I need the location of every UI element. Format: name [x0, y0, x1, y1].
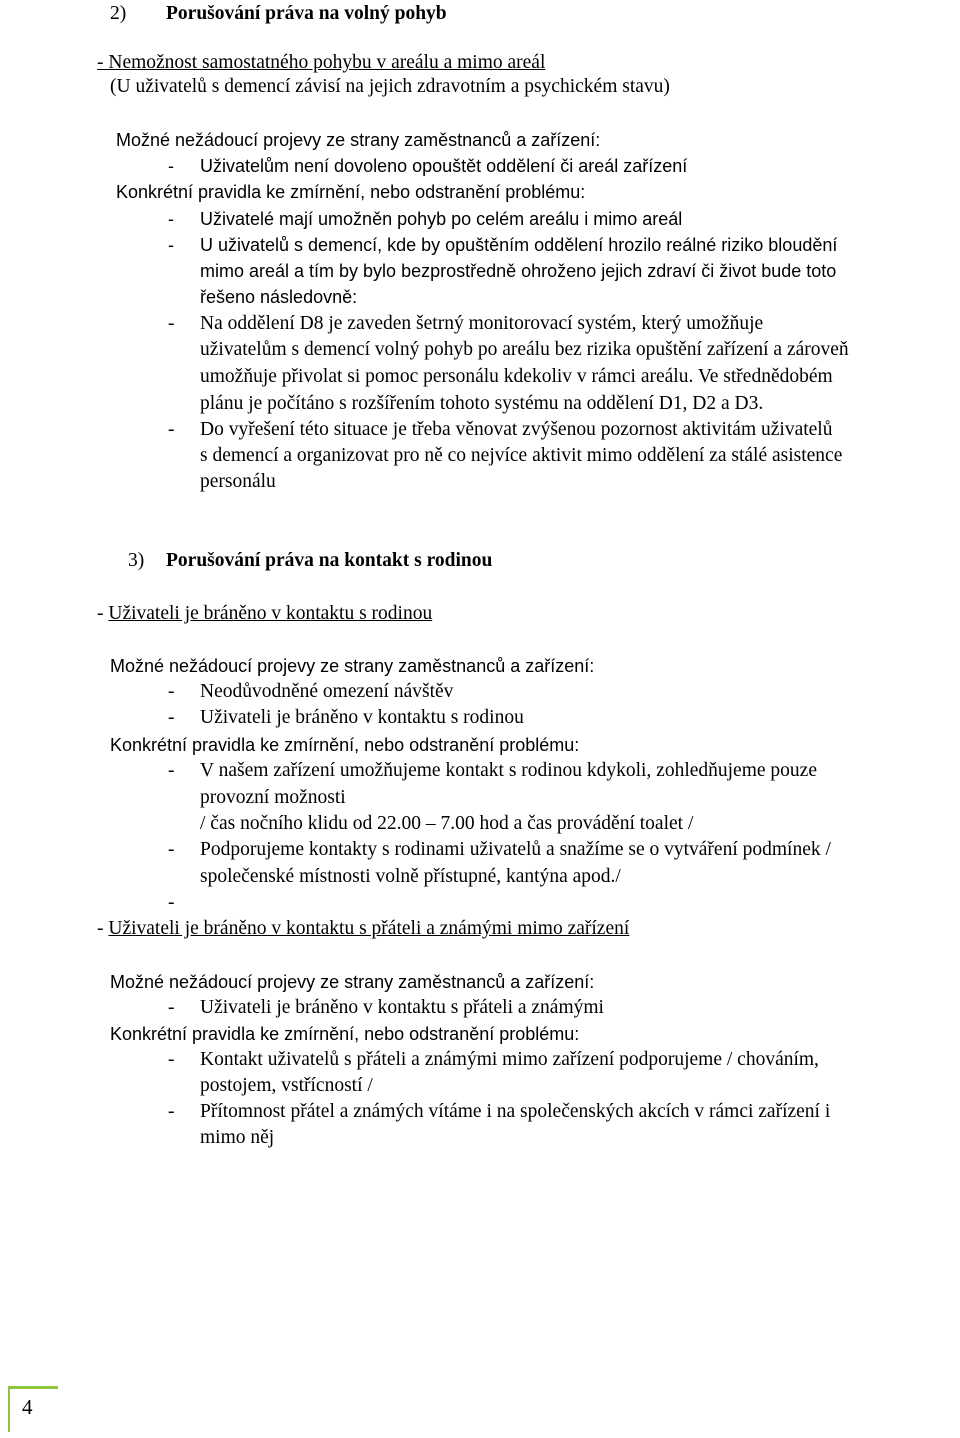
section-3-issue-2-risks-heading: Možné nežádoucí projevy ze strany zaměstnanců a zařízení:	[110, 972, 595, 992]
section-3-issue-1-risk: Uživateli je bráněno v kontaktu s rodinou	[200, 707, 524, 728]
section-2-rule-2-line: řešeno následovně:	[200, 287, 358, 307]
section-2-rule-2-line: U uživatelů s demencí, kde by opuštěním oddělení hrozilo reálné riziko bloudění	[200, 235, 838, 255]
section-3-issue-2-risk: Uživateli je bráněno v kontaktu s přáteli a známými	[200, 997, 604, 1018]
section-2-issue	[97, 51, 545, 75]
issue-prefix: -	[97, 603, 109, 624]
section-3-issue-2-text: Uživateli je bráněno v kontaktu s přáteli a známými mimo zařízení	[108, 918, 630, 939]
section-3-issue-2-rule-1-line: Kontakt uživatelů s přáteli a známými mimo zařízení podporujeme / chováním,	[200, 1049, 819, 1070]
list-dash: -	[168, 707, 175, 728]
section-2-rule-4-line: personálu	[200, 471, 276, 492]
section-3-issue-2	[97, 917, 629, 941]
section-3-issue-1-rule-2-line: společenské místnosti volně přístupné, kantýna apod./	[200, 866, 621, 887]
list-dash: -	[168, 209, 174, 229]
list-dash: -	[168, 1101, 175, 1122]
list-dash: -	[168, 1049, 175, 1070]
section-2-rule-3-line: plánu je počítáno s rozšířením tohoto systému na oddělení D1, D2 a D3.	[200, 393, 764, 414]
section-2-risks-heading: Možné nežádoucí projevy ze strany zaměstnanců a zařízení:	[116, 130, 601, 150]
section-2-rules-heading: Konkrétní pravidla ke zmírnění, nebo odstranění problému:	[116, 182, 586, 202]
section-3-issue-1-rule-2-line: Podporujeme kontakty s rodinami uživatelů a snažíme se o vytváření podmínek /	[200, 839, 831, 860]
list-dash: -	[168, 839, 175, 860]
section-2-rule-1: Uživatelé mají umožněn pohyb po celém areálu i mimo areál	[200, 209, 683, 229]
section-3-issue-1-rules-heading: Konkrétní pravidla ke zmírnění, nebo odstranění problému:	[110, 735, 580, 755]
section-3-issue-1-risk: Neodůvodněné omezení návštěv	[200, 681, 454, 702]
section-3-issue-1	[97, 602, 432, 626]
page-number-top-rule	[8, 1386, 58, 1389]
section-3-issue-1-rule-1-line: V našem zařízení umožňujeme kontakt s rodinou kdykoli, zohledňujeme pouze	[200, 760, 817, 781]
section-2-note: (U uživatelů s demencí závisí na jejich zdravotním a psychickém stavu)	[110, 76, 670, 97]
list-dash: -	[168, 235, 174, 255]
section-3-issue-2-rules-heading: Konkrétní pravidla ke zmírnění, nebo odstranění problému:	[110, 1024, 580, 1044]
list-dash: -	[168, 760, 175, 781]
section-2-title: Porušování práva na volný pohyb	[166, 3, 447, 24]
list-dash: -	[168, 681, 175, 702]
section-2-number: 2)	[110, 3, 127, 24]
section-3-issue-1-risks-heading: Možné nežádoucí projevy ze strany zaměstnanců a zařízení:	[110, 656, 595, 676]
list-dash: -	[168, 156, 174, 176]
section-2-rule-3-line: Na oddělení D8 je zaveden šetrný monitorovací systém, který umožňuje	[200, 313, 764, 334]
list-dash: -	[168, 313, 175, 334]
trailing-dash: -	[168, 892, 175, 913]
section-2-rule-3-line: uživatelům s demencí volný pohyb po areálu bez rizika opuštění zařízení a zároveň	[200, 339, 849, 360]
section-3-title: Porušování práva na kontakt s rodinou	[166, 550, 493, 571]
section-3-number: 3)	[128, 550, 145, 571]
section-3-issue-1-rule-1-line: provozní možnosti	[200, 787, 346, 808]
section-3-issue-2-rule-1-line: postojem, vstřícností /	[200, 1075, 373, 1096]
section-2-issue-text: - Nemožnost samostatného pohybu v areálu a mimo areál	[97, 52, 546, 73]
section-2-rule-3-line: umožňuje přivolat si pomoc personálu kdekoliv v rámci areálu. Ve střednědobém	[200, 366, 833, 387]
page-number-left-rule	[8, 1386, 10, 1432]
section-3-issue-2-rule-2-line: mimo něj	[200, 1127, 275, 1148]
page-number: 4	[22, 1395, 33, 1419]
issue-prefix: -	[97, 918, 109, 939]
list-dash: -	[168, 997, 175, 1018]
section-2-rule-4-line: Do vyřešení této situace je třeba věnovat zvýšenou pozornost aktivitám uživatelů	[200, 419, 833, 440]
section-2-rule-2-line: mimo areál a tím by bylo bezprostředně ohroženo jejich zdraví či život bude toto	[200, 261, 837, 281]
page-number-box	[8, 1386, 58, 1432]
list-dash: -	[168, 419, 175, 440]
section-3-issue-1-text: Uživateli je bráněno v kontaktu s rodinou	[108, 603, 433, 624]
section-3-issue-1-rule-1-line: / čas nočního klidu od 22.00 – 7.00 hod a čas provádění toalet /	[200, 813, 694, 834]
section-2-rule-4-line: s demencí a organizovat pro ně co nejvíce aktivit mimo oddělení za stálé asistence	[200, 445, 843, 466]
section-3-issue-2-rule-2-line: Přítomnost přátel a známých vítáme i na společenských akcích v rámci zařízení i	[200, 1101, 831, 1122]
section-2-risk-item: Uživatelům není dovoleno opouštět oddělení či areál zařízení	[200, 156, 688, 176]
